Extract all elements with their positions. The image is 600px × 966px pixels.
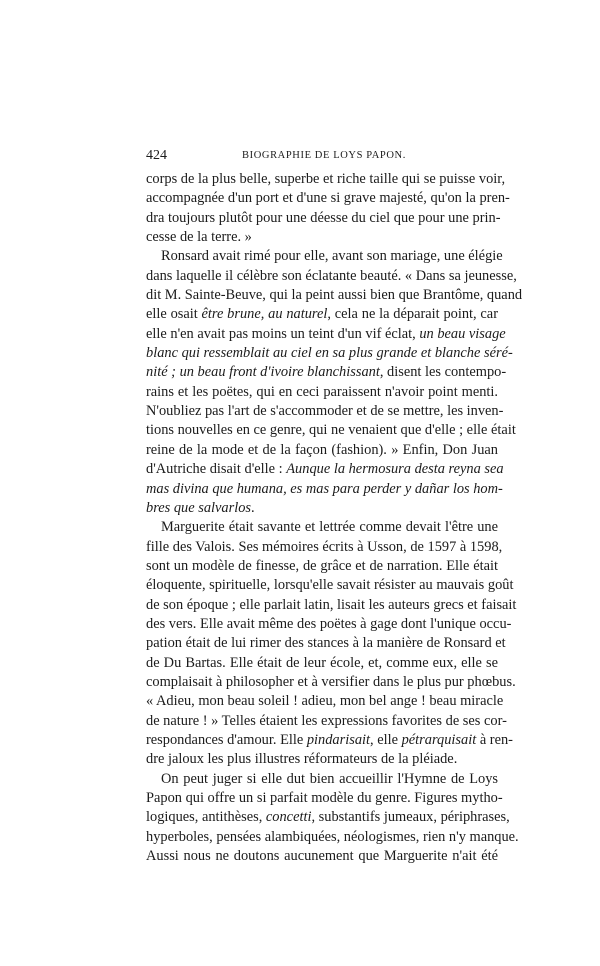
italic-text: être brune, au naturel — [201, 306, 328, 323]
text-segment: cesse de la terre. » — [146, 229, 252, 246]
text-segment: Papon qui offre un si parfait modèle du genre. Figures mytho- — [146, 790, 503, 806]
text-segment: dans laquelle il célèbre son éclatante beauté. « Dans sa jeunesse, — [146, 267, 517, 284]
text-segment: , substantifs jumeaux, périphrases, — [311, 809, 510, 826]
text-line — [146, 712, 507, 731]
text-segment: Marguerite était savante et lettrée comme devait l'être une — [161, 519, 498, 536]
page-number: 424 — [146, 148, 167, 163]
text-segment: dra toujours plutôt pour une déesse du ciel que pour une prin- — [146, 209, 501, 226]
paragraph — [146, 170, 510, 247]
text-line — [146, 750, 498, 769]
text-line — [146, 615, 512, 634]
text-segment: logiques, antithèses, — [146, 809, 266, 826]
text-line — [146, 596, 517, 615]
italic-text: blanc qui ressemblait au ciel en sa plus grande et blanche séré- — [146, 345, 513, 362]
text-segment: . — [251, 499, 255, 516]
text-line — [146, 363, 507, 382]
text-segment: N'oubliez pas l'art de s'accommoder et de se mettre, les inven- — [146, 403, 504, 420]
italic-text: concetti — [265, 809, 312, 826]
text-line — [146, 247, 503, 266]
paragraph — [146, 770, 519, 867]
text-segment: reine de la mode et de la façon (fashion). » Enfin, Don Juan — [146, 441, 498, 458]
text-line — [146, 460, 504, 479]
text-segment: , elle — [370, 731, 402, 748]
text-line — [146, 731, 513, 750]
text-line — [146, 209, 501, 228]
text-line — [146, 538, 503, 557]
text-segment: elle osait — [146, 306, 202, 323]
italic-text: un beau visage — [419, 325, 506, 342]
text-line — [146, 828, 519, 847]
text-segment: « Adieu, mon beau soleil ! adieu, mon bel ange ! beau miracle — [146, 693, 504, 710]
text-segment: rains et les poëtes, qui en ceci paraissent n'avoir point menti. — [146, 383, 498, 400]
text-line — [146, 673, 516, 692]
text-line — [146, 325, 506, 344]
text-line — [146, 170, 506, 189]
text-line — [146, 228, 498, 247]
italic-text: pétrarquisait — [401, 731, 477, 748]
text-segment: d'Autriche disait d'elle : — [146, 461, 287, 478]
text-segment: complaisait à philosopher et à versifier dans le plus pur phœbus. — [146, 673, 516, 690]
text-line — [146, 480, 503, 499]
text-line — [146, 286, 523, 305]
text-line — [146, 305, 498, 324]
body-text — [146, 170, 523, 866]
text-line — [146, 654, 498, 673]
text-line — [146, 770, 498, 789]
text-segment: elle n'en avait pas moins un teint d'un vif éclat, — [146, 325, 420, 342]
text-segment: hyperboles, pensées alambiquées, néologismes, rien n'y manque. — [146, 828, 519, 845]
text-segment: Aussi nous ne doutons aucunement que Marguerite n'ait été — [146, 848, 498, 865]
page-header — [146, 148, 498, 166]
italic-text: Aunque la hermosura desta reyna sea — [286, 461, 504, 478]
text-line — [146, 402, 504, 421]
text-line — [146, 847, 498, 866]
text-segment: , disent les contempo- — [379, 364, 507, 381]
paragraph — [146, 247, 523, 518]
italic-text: nité ; un beau front d'ivoire blanchissant — [146, 364, 380, 381]
text-segment: des vers. Elle avait même des poëtes à gage dont l'unique occu- — [146, 615, 512, 632]
text-segment: On peut juger si elle dut bien accueillir l'Hymne de Loys — [161, 770, 498, 787]
text-line — [146, 518, 498, 537]
italic-text: mas divina que humana, es mas para perder y dañar los hom- — [146, 480, 503, 497]
italic-text: bres que salvarlos — [146, 499, 251, 516]
text-segment: dit M. Sainte-Beuve, qui la peint aussi bien que Brantôme, quand — [146, 287, 523, 304]
text-line — [146, 634, 506, 653]
text-segment: accompagnée d'un port et d'une si grave majesté, qu'on la pren- — [146, 190, 510, 207]
text-segment: à ren- — [476, 731, 513, 748]
text-segment: pation était de lui rimer des stances à la manière de Ronsard et — [146, 635, 506, 652]
text-line — [146, 441, 498, 460]
text-segment: de nature ! » Telles étaient les expressions favorites de ses cor- — [146, 712, 507, 729]
text-line — [146, 808, 510, 827]
italic-text: pindarisait — [306, 731, 371, 748]
text-segment: éloquente, spirituelle, lorsqu'elle savait résister au mauvais goût — [146, 577, 514, 594]
text-segment: fille des Valois. Ses mémoires écrits à Usson, de 1597 à 1598, — [146, 538, 503, 555]
text-line — [146, 383, 498, 402]
text-line — [146, 189, 510, 208]
text-segment: tions nouvelles en ce genre, qui ne venaient que d'elle ; elle était — [146, 422, 516, 439]
text-segment: de son époque ; elle parlait latin, lisait les auteurs grecs et faisait — [146, 596, 517, 613]
text-line — [146, 557, 498, 576]
text-line — [146, 499, 498, 518]
text-segment: , cela ne la déparait point, car — [327, 306, 498, 323]
text-line — [146, 789, 503, 808]
text-line — [146, 692, 504, 711]
text-segment: de Du Bartas. Elle était de leur école, et, comme eux, elle se — [146, 654, 498, 671]
text-segment: sont un modèle de finesse, de grâce et de narration. Elle était — [146, 557, 498, 574]
text-segment: Ronsard avait rimé pour elle, avant son mariage, une élégie — [161, 248, 503, 265]
text-segment: corps de la plus belle, superbe et riche taille qui se puisse voir, — [146, 171, 506, 187]
paragraph — [146, 518, 517, 769]
text-line — [146, 421, 516, 440]
text-line — [146, 576, 514, 595]
text-line — [146, 267, 517, 286]
running-head: BIOGRAPHIE DE LOYS PAPON. — [242, 150, 406, 161]
text-line — [146, 344, 513, 363]
text-segment: respondances d'amour. Elle — [146, 731, 307, 748]
text-segment: dre jaloux les plus illustres réformateurs de la pléiade. — [146, 751, 458, 768]
